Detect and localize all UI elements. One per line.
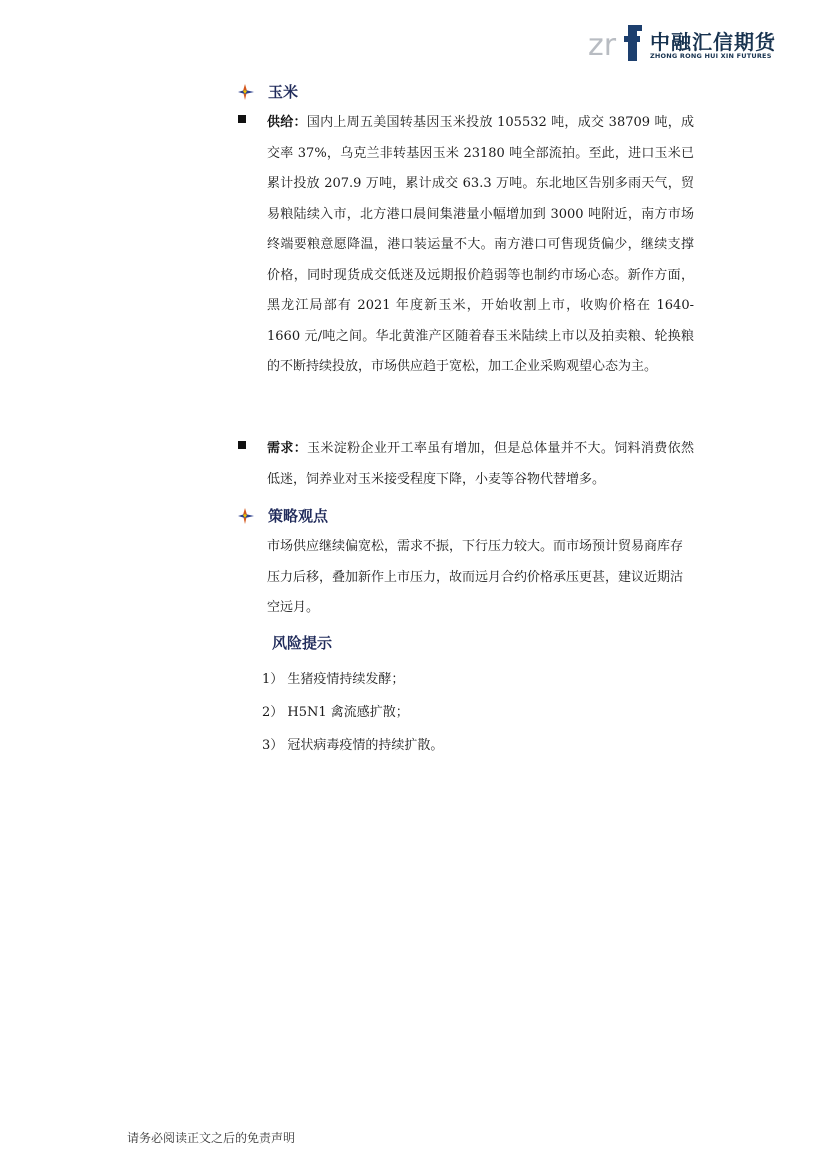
- supply-paragraph: [267, 108, 694, 383]
- logo-name-cn: 中融汇信期货: [650, 30, 776, 54]
- compass-star-icon: [238, 84, 254, 100]
- svg-text:zr: zr: [588, 28, 617, 63]
- compass-star-icon: [238, 508, 254, 524]
- square-bullet-icon: [238, 115, 246, 123]
- risk-heading: 风险提示: [272, 634, 333, 652]
- demand-label: 需求：: [267, 441, 308, 456]
- disclaimer-footer: 请务必阅读正文之后的免责声明: [127, 1131, 296, 1145]
- logo-mark-icon: [588, 22, 644, 64]
- section-heading-corn: [238, 81, 298, 102]
- section-heading-strategy: [238, 505, 328, 526]
- supply-bullet: [238, 108, 694, 383]
- logo-name-en: ZHONG RONG HUI XIN FUTURES: [650, 52, 772, 60]
- demand-bullet: [238, 434, 694, 495]
- company-logo: [588, 22, 778, 64]
- risk-item: 3） 冠状病毒疫情的持续扩散。: [262, 738, 444, 753]
- heading-text: 策略观点: [268, 507, 329, 525]
- risk-item: 2） H5N1 禽流感扩散；: [262, 705, 409, 720]
- demand-paragraph: [267, 434, 694, 495]
- demand-text: 玉米淀粉企业开工率虽有增加，但是总体量并不大。饲料消费依然低迷，饲养业对玉米接受程度下降，小麦等谷物代替增多。: [267, 441, 694, 487]
- supply-text: 国内上周五美国转基因玉米投放 105532 吨，成交 38709 吨，成交率 37%，乌克兰非转基因玉米 23180 吨全部流拍。至此，进口玉米已累计投放 207.9 万吨，累计成交 63.3 万吨。东北地区告别多雨天气，贸易粮陆续入市，北方港口晨间集港量小幅增加到 3000 吨附近，南方市场终端要粮意愿降温，港口装运量不大。南方港口可售现货偏少，继续支撑价格，同时现货成交低迷及远期报价趋弱等也制约市场心态。新作方面，黑龙江局部有 2021 年度新玉米，开始收割上市，收购价格在 1640-1660 元/吨之间。华北黄淮产区随着春玉米陆续上市以及拍卖粮、轮换粮的不断持续投放，市场供应趋于宽松，加工企业采购观望心态为主。: [267, 115, 694, 374]
- supply-label: 供给：: [267, 115, 307, 130]
- heading-text: 玉米: [268, 83, 299, 101]
- risk-item: 1） 生猪疫情持续发酵；: [262, 672, 405, 687]
- strategy-paragraph: 市场供应继续偏宽松，需求不振，下行压力较大。而市场预计贸易商库存压力后移，叠加新作上市压力，故而远月合约价格承压更甚，建议近期沽空远月。: [267, 539, 684, 615]
- square-bullet-icon: [238, 441, 246, 449]
